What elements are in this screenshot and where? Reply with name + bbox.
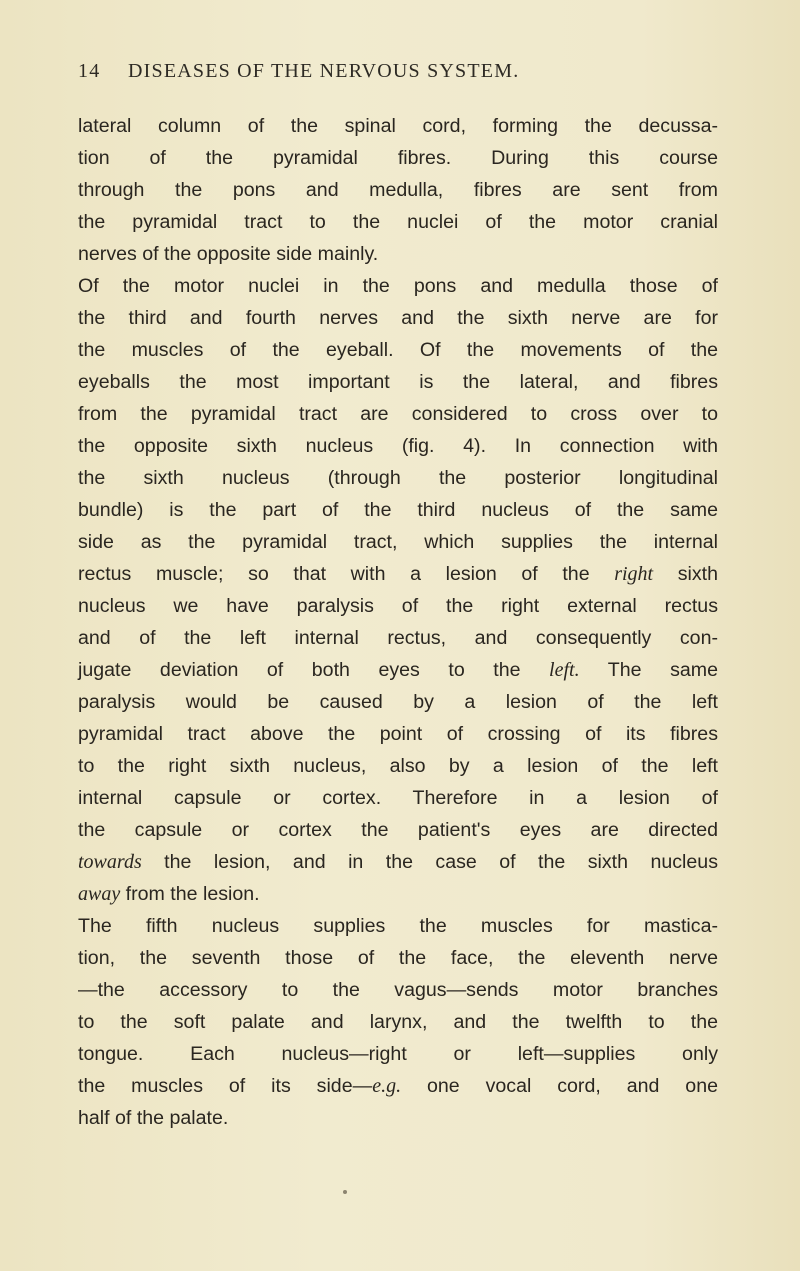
text-run: the muscles of its side— [78, 1075, 373, 1097]
running-head [78, 60, 638, 90]
text-run: jugate deviation of both eyes to the [78, 659, 550, 681]
page-number: 14 [78, 60, 101, 82]
text-line: half of the palate. [78, 1107, 229, 1129]
text-run: The same [579, 659, 718, 681]
text-line: Of the motor nuclei in the pons and medulla those of [78, 275, 718, 297]
paragraph-2 [78, 270, 718, 910]
text-line: The fifth nucleus supplies the muscles for mastica- [78, 915, 718, 937]
text-line: from the pyramidal tract are considered to cross over to [78, 403, 718, 425]
running-title: DISEASES OF THE NERVOUS SYSTEM. [128, 60, 520, 82]
text-line: the muscles of the eyeball. Of the movements of the [78, 339, 718, 361]
italic-word-towards: towards [78, 851, 142, 873]
text-run: one vocal cord, and one [401, 1075, 718, 1097]
text-line-left [78, 654, 718, 686]
text-line: nerves of the opposite side mainly. [78, 243, 379, 265]
text-line: the opposite sixth nucleus (fig. 4). In connection with [78, 435, 718, 457]
italic-eg: e.g. [372, 1075, 402, 1097]
italic-word-left: left. [549, 659, 580, 681]
text-line: paralysis would be caused by a lesion of the left [78, 691, 718, 713]
text-line: the third and fourth nerves and the sixth nerve are for [78, 307, 718, 329]
italic-word-right: right [614, 563, 654, 585]
paragraph-1 [78, 110, 718, 270]
text-line: tion, the seventh those of the face, the eleventh nerve [78, 947, 718, 969]
text-run: sixth [653, 563, 719, 585]
text-line: —the accessory to the vagus—sends motor branches [78, 979, 718, 1001]
italic-word-away: away [78, 883, 121, 905]
text-line: and of the left internal rectus, and consequently con- [78, 627, 718, 649]
text-line: through the pons and medulla, fibres are sent from [78, 179, 718, 201]
text-line: lateral column of the spinal cord, forming the decussa- [78, 115, 718, 137]
text-line: pyramidal tract above the point of crossing of its fibres [78, 723, 718, 745]
paragraph-3 [78, 910, 718, 1134]
text-line: tion of the pyramidal fibres. During this course [78, 147, 718, 169]
text-line: eyeballs the most important is the lateral, and fibres [78, 371, 718, 393]
body-text [78, 110, 718, 1134]
text-line-right [78, 558, 718, 590]
text-run: from the lesion. [120, 883, 260, 905]
text-run: the lesion, and in the case of the sixth nucleus [141, 851, 718, 873]
text-line: nucleus we have paralysis of the right external rectus [78, 595, 718, 617]
text-line-away [78, 878, 718, 910]
text-line: internal capsule or cortex. Therefore in a lesion of [78, 787, 718, 809]
text-run: rectus muscle; so that with a lesion of the [78, 563, 615, 585]
text-line: the capsule or cortex the patient's eyes are directed [78, 819, 718, 841]
text-line: the pyramidal tract to the nuclei of the motor cranial [78, 211, 718, 233]
text-line-eg [78, 1070, 718, 1102]
text-line: tongue. Each nucleus—right or left—supplies only [78, 1043, 718, 1065]
text-line-towards [78, 846, 718, 878]
text-line: to the soft palate and larynx, and the twelfth to the [78, 1011, 718, 1033]
text-line: side as the pyramidal tract, which supplies the internal [78, 531, 718, 553]
print-speck [343, 1190, 347, 1194]
text-line: bundle) is the part of the third nucleus of the same [78, 499, 718, 521]
text-line: the sixth nucleus (through the posterior longitudinal [78, 467, 718, 489]
text-line: to the right sixth nucleus, also by a lesion of the left [78, 755, 718, 777]
